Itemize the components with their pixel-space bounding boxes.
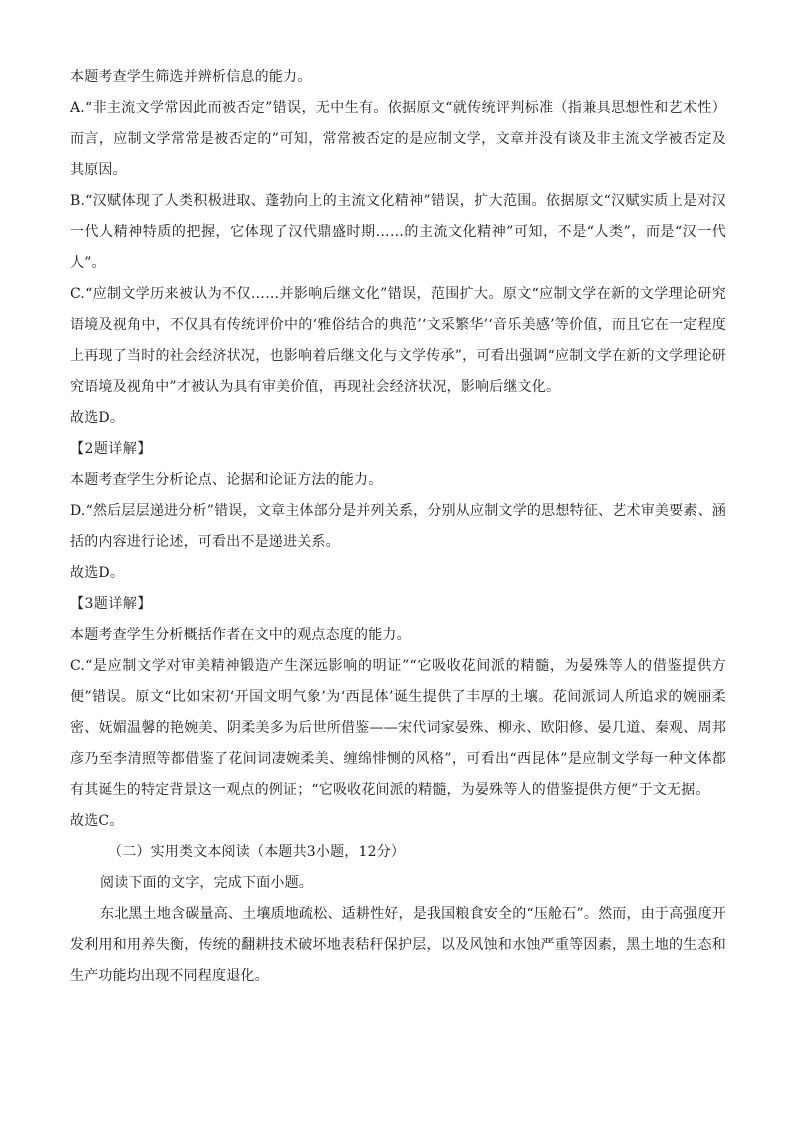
section-title-practical-reading: （二）实用类文本阅读（本题共3小题，12分） — [108, 844, 406, 860]
section-heading-q2: 【2题详解】 — [70, 441, 152, 457]
paragraph-q3-intro: 本题考查学生分析概括作者在文中的观点态度的能力。 — [70, 627, 411, 643]
paragraph-reading-instruction: 阅读下面的文字，完成下面小题。 — [100, 875, 313, 891]
document-page — [70, 62, 726, 992]
paragraph-q2-option-d: D.“然后层层递进分析”错误，文章主体部分是并列关系，分别从应制文学的思想特征、艺术审美要素、涵括的内容进行论述，可看出不是递进关系。 — [70, 503, 726, 550]
paragraph-q1-intro: 本题考查学生筛选并辨析信息的能力。 — [70, 69, 312, 85]
section-heading-q3: 【3题详解】 — [70, 596, 152, 612]
paragraph-q1-option-c: C.“应制文学历来被认为不仅……并影响后继文化”错误，范围扩大。原文“应制文学在新的文学理论研究语境及视角中，不仅具有传统评价中的‘雅俗结合的典范’‘文采繁华’‘音乐美感’等价值，而且它在一定程度上再现了当时的社会经济状况，也影响着后继文化与文学传承”，可看出强调“应制文学在新的文学理论研究语境及视角中”才被认为具有审美价值，再现社会经济状况，影响后继文化。 — [70, 286, 726, 395]
paragraph-q1-answer: 故选D。 — [70, 410, 125, 426]
paragraph-q2-intro: 本题考查学生分析论点、论据和论证方法的能力。 — [70, 472, 383, 488]
paragraph-q2-answer: 故选D。 — [70, 565, 125, 581]
paragraph-q3-option-c: C.“是应制文学对审美精神锻造产生深远影响的明证”“它吸收花间派的精髓，为晏殊等人的借鉴提供方便”错误。原文“比如宋初‘开国文明气象’为‘西昆体’诞生提供了丰厚的土壤。花间派词人所追求的婉丽柔密、妩媚温馨的艳婉美、阴柔美多为后世所借鉴——宋代词家晏殊、柳永、欧阳修、晏几道、秦观、周邦彦乃至李清照等都借鉴了花间词凄婉柔美、缠绵悱恻的风格”，可看出“西昆体”是应制文学每一种文体都有其诞生的特定背景这一观点的例证；“它吸收花间派的精髓，为晏殊等人的借鉴提供方便”于文无据。 — [70, 658, 726, 798]
paragraph-q1-option-a: A.“非主流文学常因此而被否定”错误，无中生有。依据原文“就传统评判标准（指兼具思想性和艺术性）而言，应制文学常常是被否定的”可知，常常被否定的是应制文学，文章并没有谈及非主流文学被否定及其原因。 — [70, 100, 726, 178]
paragraph-passage-body: 东北黑土地含碳量高、土壤质地疏松、适耕性好，是我国粮食安全的“压舱石”。然而，由于高强度开发利用和用养失衡，传统的翻耕技术破坏地表秸秆保护层，以及风蚀和水蚀严重等因素，黑土地的生态和生产功能均出现不同程度退化。 — [70, 906, 726, 984]
paragraph-q3-answer: 故选C。 — [70, 813, 124, 829]
paragraph-q1-option-b: B.“汉赋体现了人类积极进取、蓬勃向上的主流文化精神”错误，扩大范围。依据原文“汉赋实质上是对汉一代人精神特质的把握，它体现了汉代鼎盛时期……的主流文化精神”可知，不是“人类”，而是“汉一代人”。 — [70, 193, 726, 271]
